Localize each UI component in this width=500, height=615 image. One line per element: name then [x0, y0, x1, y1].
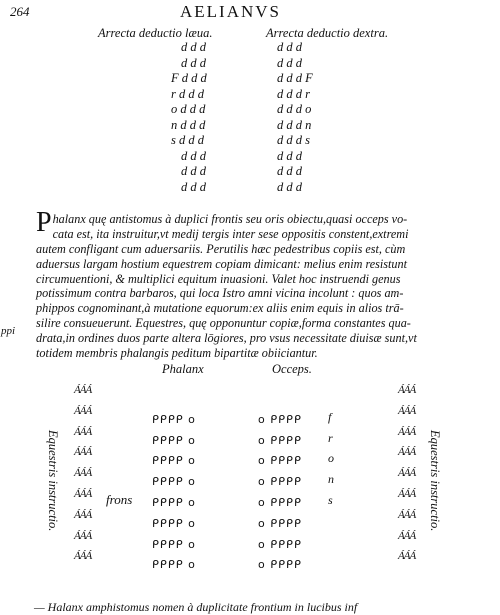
phalanx-right-row: o ᑭᑭᑭᑭ	[258, 516, 302, 530]
phalanx-left-row: ᑭᑭᑭᑭ o	[152, 516, 196, 530]
phalanx-left-row: ᑭᑭᑭᑭ o	[152, 496, 196, 509]
formation1-left-row: s d d d	[171, 133, 204, 147]
left-vertical-label: Equestris instructio.	[46, 430, 60, 532]
paragraph-line: drata,in ordines duos parte altera lōgiores, pro vsus necessitate diuisæ sunt,vt	[36, 331, 417, 346]
phalanx-right-row: o ᑭᑭᑭᑭ	[258, 496, 302, 509]
cavalry-right: ÁÁÁ	[398, 467, 416, 480]
cavalry-left: ÁÁÁ	[74, 508, 92, 521]
formation1-left-row: d d d	[181, 40, 206, 54]
cavalry-right: ÁÁÁ	[398, 508, 416, 521]
formation1-right-row: d d d	[277, 164, 302, 178]
formation1-right-row: d d d	[277, 148, 302, 163]
cavalry-right: ÁÁÁ	[398, 446, 416, 459]
cavalry-right: ÁÁÁ	[398, 488, 416, 500]
phalanx-left-row: ᑭᑭᑭᑭ o	[152, 454, 196, 468]
cavalry-left: ÁÁÁ	[74, 446, 92, 459]
frons-label: frons	[106, 492, 133, 507]
formation1-left-row: d d d	[181, 148, 206, 163]
cavalry-left: ÁÁÁ	[74, 488, 92, 500]
phalanx-right-row: o ᑭᑭᑭᑭ	[258, 433, 302, 447]
cavalry-right: ÁÁÁ	[398, 425, 416, 438]
formation1-left-row: d d d	[181, 179, 206, 194]
cavalry-right: ÁÁÁ	[398, 384, 416, 396]
phalanx-left-row: ᑭᑭᑭᑭ o	[152, 537, 196, 551]
cavalry-left: ÁÁÁ	[74, 529, 92, 542]
phalanx-left-row: ᑭᑭᑭᑭ o	[152, 558, 196, 572]
occeps-letter: r	[328, 430, 334, 445]
paragraph-line: phippos cognominant,à mutatione equorum:ex aliis enim equis in alios trā-	[36, 301, 404, 316]
paragraph-line: aduersus largam hostium equestrem copiam dimicant: melius enim resistunt	[36, 256, 408, 271]
cavalry-right: ÁÁÁ	[398, 550, 416, 563]
formation1-right-row: d d d	[277, 179, 302, 194]
paragraph-line: potissimum contra barbaros, qui loca Istro amni vicina incolunt : quos am-	[36, 286, 404, 301]
cavalry-left: ÁÁÁ	[74, 425, 92, 438]
body-paragraph	[36, 207, 491, 361]
formation1-right-row: d d d r	[277, 86, 310, 101]
formation1-right-row: d d d	[277, 40, 302, 54]
page-number: 264	[10, 4, 30, 19]
formation1-left-row: r d d d	[171, 86, 204, 101]
figure-right-header: Occeps.	[272, 362, 312, 376]
phalanx-right-row: o ᑭᑭᑭᑭ	[258, 558, 302, 572]
formation1-right-row: d d d	[277, 55, 302, 70]
cavalry-left: ÁÁÁ	[74, 467, 92, 480]
paragraph-line: halanx quę antistomus à duplici frontis seu oris obiectu,quasi occeps vo-	[52, 212, 408, 226]
paragraph-line: cata est, ita instruitur,vt medij tergis inter sese oppositis constent,extremi	[52, 226, 409, 241]
cavalry-left: ÁÁÁ	[74, 404, 92, 417]
margin-note: ppi	[1, 325, 16, 337]
formation1-right-row: d d d s	[277, 133, 310, 147]
formation1-left-row: F d d d	[171, 71, 207, 85]
formation1-left-row: n d d d	[171, 117, 206, 132]
figure-left-header: Phalanx	[162, 362, 204, 376]
paragraph-line: silire consueuerunt. Equestres, quę opponuntur copiæ,forma constantes qua-	[36, 316, 411, 331]
formation1-right-row: d d d F	[277, 71, 313, 85]
phalanx-right-row: o ᑭᑭᑭᑭ	[258, 475, 302, 489]
formation1-right-header: Arrecta deductio dextra.	[266, 26, 389, 40]
phalanx-left-row: ᑭᑭᑭᑭ o	[152, 412, 196, 426]
occeps-letter: f	[328, 409, 333, 424]
formation1-right-row: d d d n	[277, 117, 312, 132]
drop-capital: P	[36, 207, 52, 238]
paragraph-line: circumuentioni, & multiplici equitum inuasioni. Valet hoc instruendi genus	[36, 271, 401, 286]
formation1-left-row: o d d d	[171, 102, 206, 116]
cavalry-left: ÁÁÁ	[74, 384, 92, 396]
paragraph-line: totidem membris phalangis peditum bipartitæ obiiciantur.	[36, 346, 318, 361]
right-vertical-label: Equestris instructio.	[428, 430, 442, 532]
occeps-letter: s	[328, 493, 334, 507]
phalanx-right-row: o ᑭᑭᑭᑭ	[258, 537, 302, 551]
cavalry-right: ÁÁÁ	[398, 404, 416, 417]
formation1-left-header: Arrecta deductio læua.	[98, 26, 213, 40]
phalanx-left-row: ᑭᑭᑭᑭ o	[152, 475, 196, 489]
occeps-letter: o	[328, 451, 335, 466]
phalanx-left-row: ᑭᑭᑭᑭ o	[152, 433, 196, 447]
bottom-partial-line: — Halanx amphistomus nomen à duplicitate frontium in lucibus inf	[34, 600, 358, 614]
cavalry-right: ÁÁÁ	[398, 529, 416, 542]
phalanx-right-row: o ᑭᑭᑭᑭ	[258, 412, 302, 426]
running-head: AELIANVS	[180, 2, 281, 21]
phalanx-right-row: o ᑭᑭᑭᑭ	[258, 454, 302, 468]
formation1-left-row: d d d	[181, 55, 206, 70]
cavalry-left: ÁÁÁ	[74, 550, 92, 563]
occeps-letter: n	[328, 472, 335, 487]
formation1-right-row: d d d o	[277, 102, 312, 116]
paragraph-line: autem confligant cum aduersariis. Perutilis hæc pedestribus copiis est, cùm	[36, 241, 406, 256]
formation1-left-row: d d d	[181, 164, 206, 178]
